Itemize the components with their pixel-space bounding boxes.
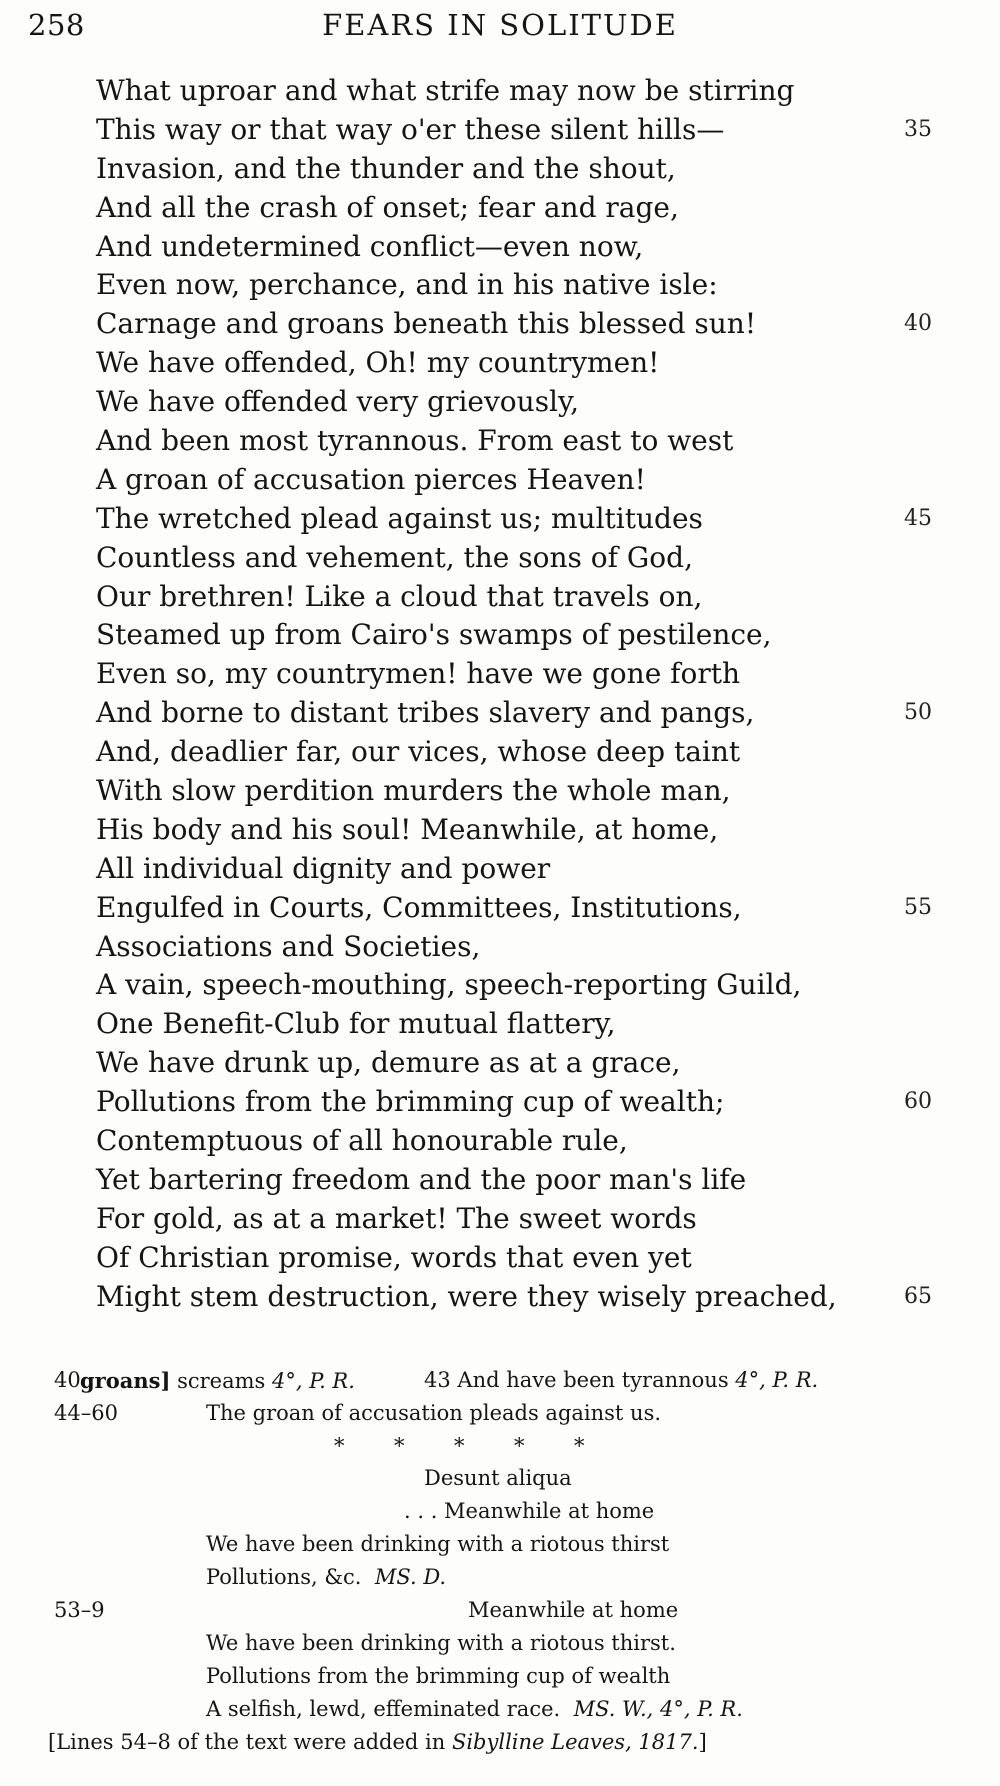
asterisk: * [394,1434,405,1458]
bracket-note-text: [Lines 54–8 of the text were added in [48,1730,446,1754]
verse-line [96,1044,956,1083]
verse-text: Might stem destruction, were they wisely preached, [96,1279,837,1313]
note-line-53-9 [54,1594,974,1627]
note-line-44-60 [54,1397,974,1430]
verse-text: Of Christian promise, words that even yet [96,1240,692,1274]
note-line [54,1528,974,1561]
note-line [54,1693,974,1726]
asterisk: * [574,1434,585,1458]
asterisk: * [334,1434,345,1458]
verse-text: For gold, as at a market! The sweet words [96,1201,697,1235]
note-ref-44-60: 44–60 [54,1401,118,1425]
verse-line [96,189,956,228]
note-ref-40: 40 [54,1368,81,1392]
asterisk-row [54,1430,974,1462]
verse-line [96,539,956,578]
verse-text: And borne to distant tribes slavery and pangs, [96,696,755,730]
verse-line [96,1278,956,1317]
verse-text: And been most tyrannous. From east to west [96,424,734,458]
line-number: 45 [904,505,932,531]
verse-line [96,111,956,150]
note-line [54,1627,974,1660]
verse-text: And all the crash of onset; fear and rage, [96,190,679,224]
verse-line [96,772,956,811]
note-text-44-60: The groan of accusation pleads against us. [206,1401,662,1425]
note-line-40-43 [54,1364,974,1397]
line-number: 50 [904,700,932,726]
verse-text: Our brethren! Like a cloud that travels on, [96,579,703,613]
verse-text: And, deadlier far, our vices, whose deep taint [96,735,741,769]
verse-line [96,1200,956,1239]
verse-line [96,461,956,500]
bracket-note-work: Sibylline Leaves, 1817. [451,1730,699,1754]
source-ms-d: MS. D. [374,1565,447,1589]
verse-line [96,72,956,111]
verse-text: We have offended, Oh! my countrymen! [96,346,660,380]
verse-text: This way or that way o'er these silent hills— [96,112,725,146]
verse-text: We have drunk up, demure as at a grace, [96,1046,681,1080]
source-ms-w: MS. W., 4°, P. R. [573,1697,743,1721]
line-number: 55 [904,894,932,920]
verse-line [96,305,956,344]
editorial-bracket-note [48,1726,974,1759]
poem-body [96,72,956,1317]
verse-text: One Benefit-Club for mutual flattery, [96,1007,616,1041]
note-source-43: 4°, P. R. [735,1368,819,1392]
verse-line [96,850,956,889]
pollutions-line-2: Pollutions from the brimming cup of wealth [206,1664,671,1688]
verse-text: A vain, speech-mouthing, speech-reporting Guild, [96,968,802,1002]
note-line [54,1561,974,1594]
verse-text: With slow perdition murders the whole man, [96,774,731,808]
verse-line [96,1161,956,1200]
desunt-aliqua: Desunt aliqua [424,1466,572,1490]
verse-text: Even so, my countrymen! have we gone forth [96,657,741,691]
verse-line [96,344,956,383]
verse-line [96,383,956,422]
verse-line [96,422,956,461]
verse-line [96,655,956,694]
verse-line [96,150,956,189]
note-ref-53-9: 53–9 [54,1598,105,1622]
verse-text: A groan of accusation pierces Heaven! [96,462,646,496]
verse-text: And undetermined conflict—even now, [96,229,644,263]
verse-line [96,694,956,733]
verse-line [96,1122,956,1161]
note-source-40: 4°, P. R. [271,1369,355,1393]
note-ref-43: 43 [424,1368,451,1392]
drinking-line-1: We have been drinking with a riotous thirst [206,1532,670,1556]
pollutions-line-1: Pollutions, &c. [206,1565,362,1589]
verse-line [96,578,956,617]
note-line [54,1495,974,1528]
verse-text: Engulfed in Courts, Committees, Institutions, [96,890,742,924]
textual-notes [48,1364,974,1759]
verse-line [96,889,956,928]
note-lemma-40: groans] [80,1368,171,1393]
line-number: 40 [904,311,932,337]
verse-text: Pollutions from the brimming cup of wealth; [96,1085,725,1119]
verse-line [96,616,956,655]
verse-line [96,500,956,539]
meanwhile-at-home-2: Meanwhile at home [468,1598,679,1622]
running-title: FEARS IN SOLITUDE [322,8,678,42]
meanwhile-at-home-1: . . . Meanwhile at home [404,1499,655,1523]
verse-line [96,811,956,850]
verse-line [96,966,956,1005]
verse-text: Yet bartering freedom and the poor man's life [96,1162,747,1196]
verse-text: Invasion, and the thunder and the shout, [96,151,676,185]
verse-line [96,928,956,967]
asterisk: * [454,1434,465,1458]
verse-text: Countless and vehement, the sons of God, [96,540,693,574]
verse-text: Even now, perchance, and in his native isle: [96,268,718,302]
verse-text: Steamed up from Cairo's swamps of pestilence, [96,618,772,652]
verse-line [96,228,956,267]
verse-text: The wretched plead against us; multitudes [96,501,703,535]
verse-line [96,266,956,305]
line-number: 65 [904,1283,932,1309]
verse-line [96,733,956,772]
note-text-40: screams [177,1369,266,1393]
verse-text: Associations and Societies, [96,929,481,963]
verse-text: His body and his soul! Meanwhile, at home, [96,812,719,846]
verse-text: What uproar and what strife may now be stirring [96,74,795,107]
verse-line [96,1239,956,1278]
note-text-43: And have been tyrannous [457,1368,729,1392]
bracket-note-close: ] [698,1730,707,1754]
page-header [28,8,972,52]
line-number: 60 [904,1089,932,1115]
note-line [54,1660,974,1693]
verse-line [96,1083,956,1122]
page-number: 258 [28,8,85,42]
asterisk: * [514,1434,525,1458]
verse-text: Contemptuous of all honourable rule, [96,1124,628,1158]
verse-text: We have offended very grievously, [96,385,580,419]
verse-text: All individual dignity and power [96,851,551,885]
selfish-race-line: A selfish, lewd, effeminated race. [206,1697,561,1721]
verse-line [96,1005,956,1044]
line-number: 35 [904,116,932,142]
drinking-line-2: We have been drinking with a riotous thirst. [206,1631,676,1655]
verse-text: Carnage and groans beneath this blessed sun! [96,307,757,341]
note-line [54,1462,974,1495]
